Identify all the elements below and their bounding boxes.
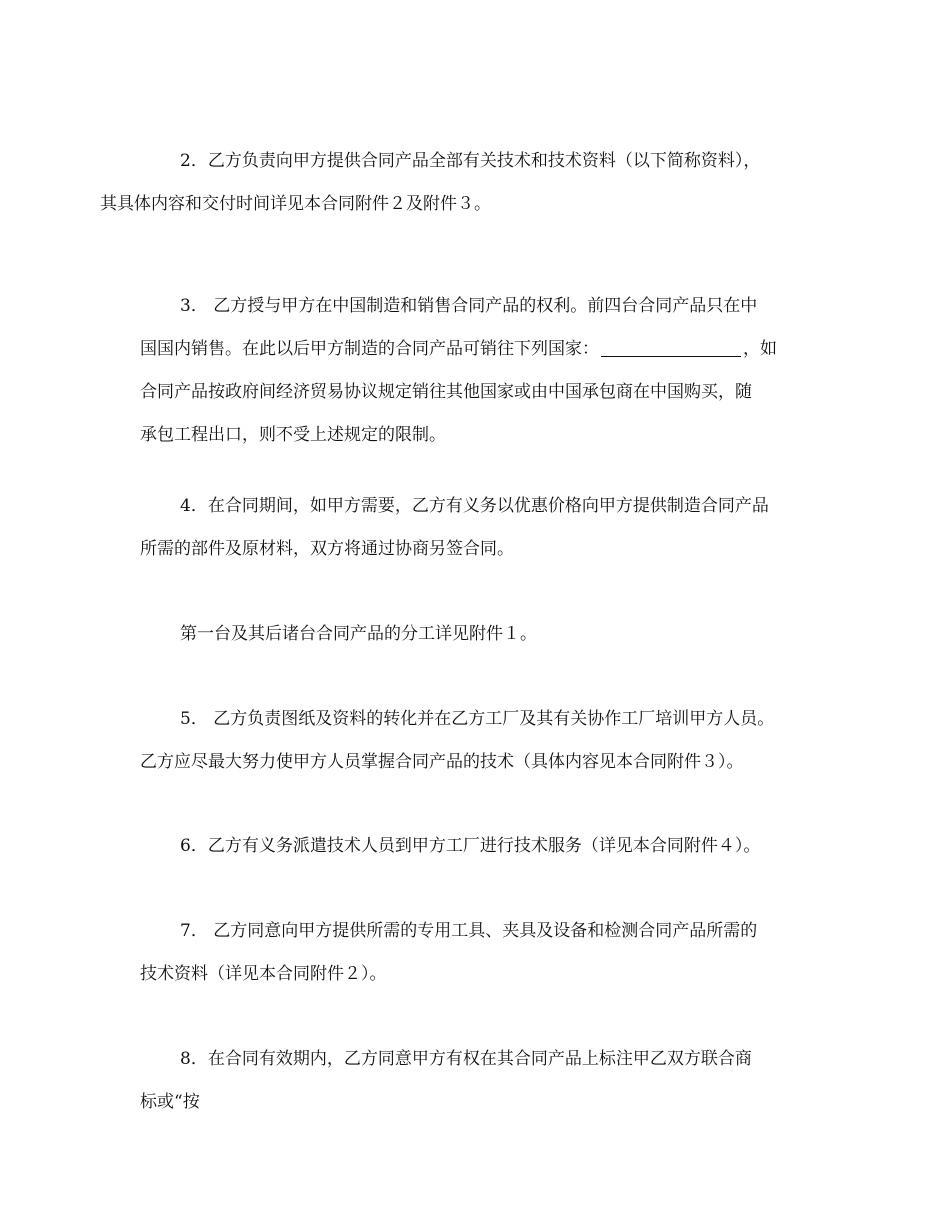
clause-3-paragraph — [140, 285, 812, 457]
clause-8-line-1: 8．在合同有效期内，乙方同意甲方有权在其合同产品上标注甲乙双方联合商 — [180, 1049, 752, 1069]
clause-3-line-2 — [100, 328, 812, 371]
clause-8-line-2: 标或“按 — [140, 1092, 200, 1112]
clause-4-line-1: 4．在合同期间，如甲方需要，乙方有义务以优惠价格向甲方提供制造合同产品 — [180, 496, 769, 516]
division-note-paragraph — [140, 613, 812, 656]
clause-3-line-2-tail: ，如 — [743, 339, 777, 359]
clause-6-paragraph — [140, 825, 812, 868]
clause-2-line-2: 其具体内容和交付时间详见本合同附件２及附件３。 — [100, 194, 491, 214]
countries-blank-field — [601, 339, 741, 357]
clause-7-line-1: 7． 乙方同意向甲方提供所需的专用工具、夹具及设备和检测合同产品所需的 — [180, 921, 758, 941]
clause-4-line-2: 所需的部件及原材料，双方将通过协商另签合同。 — [140, 539, 514, 559]
clause-3-line-2-text: 国国内销售。在此以后甲方制造的合同产品可销往下列国家： — [140, 339, 599, 359]
clause-5-line-2: 乙方应尽最大努力使甲方人员掌握合同产品的技术（具体内容见本合同附件３）。 — [140, 752, 744, 772]
clause-2-line-1: 2．乙方负责向甲方提供合同产品全部有关技术和技术资料（以下简称资料）， — [180, 151, 761, 171]
clause-5-paragraph — [140, 698, 812, 784]
clause-5-line-1: 5． 乙方负责图纸及资料的转化并在乙方工厂及其有关协作工厂培训甲方人员。 — [180, 709, 775, 729]
clause-2-paragraph — [100, 140, 812, 226]
clause-6-line-1: 6．乙方有义务派遣技术人员到甲方工厂进行技术服务（详见本合同附件４）。 — [180, 836, 761, 856]
clause-3-line-3: 合同产品按政府间经济贸易协议规定销往其他国家或由中国承包商在中国购买，随 — [140, 382, 752, 402]
clause-7-line-2: 技术资料（详见本合同附件２）。 — [140, 964, 387, 984]
clause-3-line-1: 3． 乙方授与甲方在中国制造和销售合同产品的权利。前四台合同产品只在中 — [180, 296, 758, 316]
clause-8-paragraph — [140, 1038, 812, 1124]
clause-7-paragraph — [140, 910, 812, 996]
clause-4-paragraph — [140, 485, 812, 571]
division-note-line-1: 第一台及其后诸台合同产品的分工详见附件１。 — [180, 624, 537, 644]
clause-3-line-4: 承包工程出口，则不受上述规定的限制。 — [140, 425, 446, 445]
